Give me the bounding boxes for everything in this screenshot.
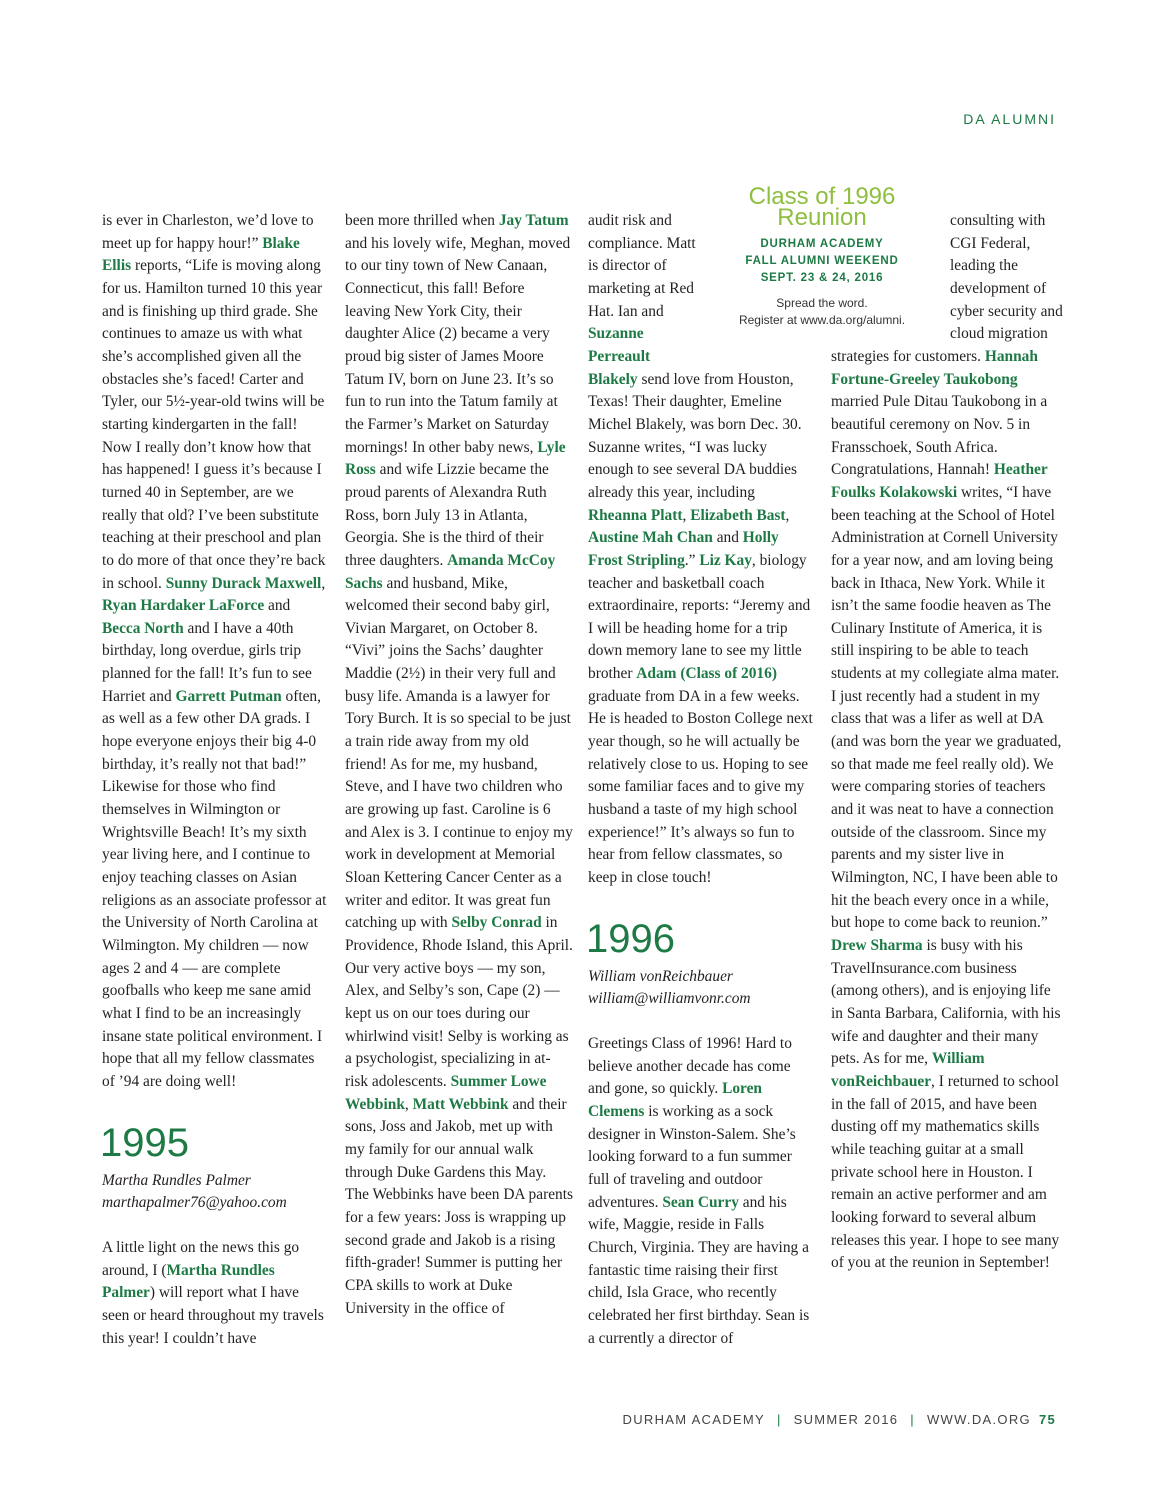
class-correspondent-email: william@williamvonr.com bbox=[588, 990, 751, 1008]
alumni-name: Hannah Fortune-Greeley Taukobong bbox=[831, 347, 1038, 388]
footer-divider: | bbox=[776, 1412, 782, 1427]
alumni-name: Blake Ellis bbox=[102, 234, 300, 275]
column-1 bbox=[102, 210, 330, 1350]
alumni-name: Becca North bbox=[102, 619, 184, 637]
column-3 bbox=[588, 210, 813, 1350]
alumni-name: Sean Curry bbox=[662, 1193, 739, 1211]
class-year-heading: 1995 bbox=[100, 1120, 189, 1165]
alumni-name: Liz Kay bbox=[699, 551, 752, 569]
alumni-name: Martha Rundles Palmer bbox=[102, 1261, 275, 1302]
alumni-name: Loren Clemens bbox=[588, 1080, 762, 1120]
alumni-name: Elizabeth Bast bbox=[690, 506, 786, 524]
alumni-name: Lyle Ross bbox=[345, 438, 566, 479]
alumni-name: Drew Sharma bbox=[831, 937, 923, 954]
class-correspondent-email: marthapalmer76@yahoo.com bbox=[102, 1194, 287, 1212]
section-label: DA ALUMNI bbox=[963, 111, 1056, 127]
alumni-name: Austine Mah Chan bbox=[588, 529, 713, 547]
alumni-name: Blakely bbox=[588, 370, 638, 388]
alumni-name: Ryan Hardaker LaForce bbox=[102, 597, 265, 615]
column-4 bbox=[831, 210, 1063, 1275]
reunion-event: DURHAM ACADEMY FALL ALUMNI WEEKEND SEPT. 23 & 24, 2016 bbox=[745, 238, 899, 284]
class-year-heading: 1996 bbox=[586, 916, 675, 961]
alumni-name: Holly Frost Stripling bbox=[588, 529, 779, 569]
alumni-name: Rheanna Platt bbox=[588, 506, 683, 524]
alumni-name: Suzanne Perreault bbox=[588, 325, 651, 365]
footer-site: WWW.DA.ORG bbox=[926, 1412, 1031, 1427]
alumni-name: Selby Conrad bbox=[451, 914, 542, 932]
footer-school: DURHAM ACADEMY bbox=[622, 1412, 765, 1427]
reunion-note: Spread the word. Register at www.da.org/alumni. bbox=[738, 296, 906, 327]
reunion-title: Class of 1996 Reunion bbox=[748, 183, 896, 231]
page-footer bbox=[623, 1412, 1056, 1427]
footer-divider: | bbox=[910, 1412, 915, 1427]
class-notes-paragraph: been more thrilled when Jay Tatum and his lovely wife, Meghan, moved to our tiny town of New Canaan, Connecticut, this fall! Before leaving New York City, their daughter Alice (2) became a very proud big sister of James Moore Tatum IV, born on June 23. It’s so fun to run into the Tatum family at the Farmer’s Market on Saturday mornings! In other baby news, Lyle Ross and wife Lizzie became the proud parents of Alexandra Ruth Ross, born July 13 in Atlanta, Georgia. She is the third of their three daughters. Amanda McCoy Sachs and husband, Mike, welcomed their second baby girl, Vivian Margaret, on October 8. “Vivi” joins the Sachs’ daughter Maddie (2½) in their very full and busy life. Amanda is a lawyer for Tory Burch. It is so special to be just a train ride away from my old friend! As for me, my husband, Steve, and I have two children who are growing up fast. Caroline is 6 and Alex is 3. I continue to enjoy my work in development at Memorial Sloan Kettering Cancer Center as a writer and editor. It was great fun catching up with Selby Conrad in Providence, Rhode Island, this April. Our very active boys — my son, Alex, and Selby’s son, Cape (2) — kept us on our toes during our whirlwind visit! Selby is working as a psychologist, specializing in at-risk adolescents. Summer Lowe Webbink, Matt Webbink and their sons, Joss and Jakob, met up with my family for our annual walk through Duke Gardens this May. The Webbinks have been DA parents for a few years: Joss is wrapping up second grade and Jakob is a rising fifth-grader! Summer is putting her CPA skills to work at Duke University in the office of bbox=[345, 212, 573, 1317]
alumni-name: Amanda McCoy Sachs bbox=[345, 551, 556, 592]
class-correspondent-name: Martha Rundles Palmer bbox=[102, 1171, 251, 1189]
class-notes-paragraph: is ever in Charleston, we’d love to meet up for happy hour!” Blake Ellis reports, “Life is moving along for us. Hamilton turned 10 this year and is finishing up third grade. She continues to amaze us with what she’s accomplished given all the obstacles she’s faced! Carter and Tyler, our 5½-year-old twins will be starting kindergarten in the fall! Now I really don’t know how that has happened! I guess it’s because I turned 40 in September, are we really that old? I’ve been substitute teaching at their preschool and plan to do more of that once they’re back in school. Sunny Durack Maxwell, Ryan Hardaker LaForce and Becca North and I have a 40th birthday, long overdue, girls trip planned for the fall! It’s fun to see Harriet and Garrett Putman often, as well as a few other DA grads. I hope everyone enjoys their big 4-0 birthday, it’s really not that bad!” Likewise for those who find themselves in Wilmington or Wrightsville Beach! It’s my sixth year living here, and I continue to enjoy teaching classes on Asian religions as an associate professor at the University of North Carolina at Wilmington. My children — now ages 2 and 4 — are complete goofballs who keep me sane amid what I find to be an increasingly insane state political environment. I hope that all my fellow classmates of ’94 are doing well! bbox=[102, 212, 327, 1090]
alumni-name: Jay Tatum bbox=[498, 212, 569, 229]
class-notes-paragraph: A little light on the news this go around, I (Martha Rundles Palmer) will report what I have seen or heard throughout my travels this year! I couldn’t have bbox=[102, 1238, 324, 1347]
alumni-name: Heather Foulks Kolakowski bbox=[831, 461, 1048, 501]
footer-issue: SUMMER 2016 bbox=[793, 1412, 899, 1427]
alumni-name: Adam (Class of 2016) bbox=[636, 665, 777, 683]
class-notes-paragraph: consulting with CGI Federal, leading the development of cyber security and cloud migration strategies for customers. Hannah Fortune-Greeley Taukobong married Pule Ditau Taukobong in a beautiful ceremony on Nov. 5 in Fransschoek, South Africa. Congratulations, Hannah! Heather Foulks Kolakowski writes, “I have been teaching at the School of Hotel Administration at Cornell University for a year now, and am loving being back in Ithaca, New York. While it isn’t the same foodie heaven as The Culinary Institute of America, it is still inspiring to be able to teach students at my collegiate alma mater. I just recently had a student in my class that was a lifer as well at DA (and was born the year we graduated, so that made me feel really old). We were comparing stories of teachers and it was neat to have a connection outside of the classroom. Since my parents and my sister live in Wilmington, NC, I have been able to hit the beach every once in a while, but hope to come back to reunion.” Drew Sharma is busy with his TravelInsurance.com business (among others), and is enjoying life in Santa Barbara, California, with his wife and daughter and their many pets. As for me, William vonReichbauer, I returned to school in the fall of 2015, and have been dusting off my mathematics skills while teaching guitar at a small private school here in Houston. I remain an active performer and am looking forward to several album releases this year. I hope to see many of you at the reunion in September! bbox=[831, 212, 1063, 1272]
class-notes-paragraph: audit risk and compliance. Matt is director of marketing at Red Hat. Ian and Suzanne Perreault Blakely send love from Houston, Texas! Their daughter, Emeline Michel Blakely, was born Dec. 30. Suzanne writes, “I was lucky enough to see several DA buddies already this year, including Rheanna Platt, Elizabeth Bast, Austine Mah Chan and Holly Frost Stripling.” Liz Kay, biology teacher and basketball coach extraordinaire, reports: “Jeremy and I will be heading home for a trip down memory lane to see my little brother Adam (Class of 2016) graduate from DA in a few weeks. He is headed to Boston College next year though, so he will actually be relatively close to us. Hoping to see some familiar faces and to give my husband a taste of my high school experience!” It’s always so fun to hear from fellow classmates, so keep in close touch! bbox=[588, 212, 813, 887]
alumni-name: Sunny Durack Maxwell bbox=[165, 574, 322, 592]
page-number: 75 bbox=[1038, 1412, 1056, 1427]
column-2 bbox=[345, 210, 573, 1320]
class-notes-paragraph: Greetings Class of 1996! Hard to believe another decade has come and gone, so quickly. Loren Clemens is working as a sock designer in Winston-Salem. She’s looking forward to a fun summer full of traveling and outdoor adventures. Sean Curry and his wife, Maggie, reside in Falls Church, Virginia. They are having a fantastic time raising their first child, Isla Grace, who recently celebrated her first birthday. Sean is a currently a director of bbox=[588, 1035, 810, 1347]
alumni-name: Matt Webbink bbox=[412, 1095, 509, 1113]
class-correspondent-name: William vonReichbauer bbox=[588, 967, 733, 985]
alumni-name: Garrett Putman bbox=[175, 687, 282, 705]
alumni-name: Summer Lowe Webbink bbox=[345, 1072, 547, 1113]
alumni-name: William vonReichbauer bbox=[831, 1050, 985, 1090]
